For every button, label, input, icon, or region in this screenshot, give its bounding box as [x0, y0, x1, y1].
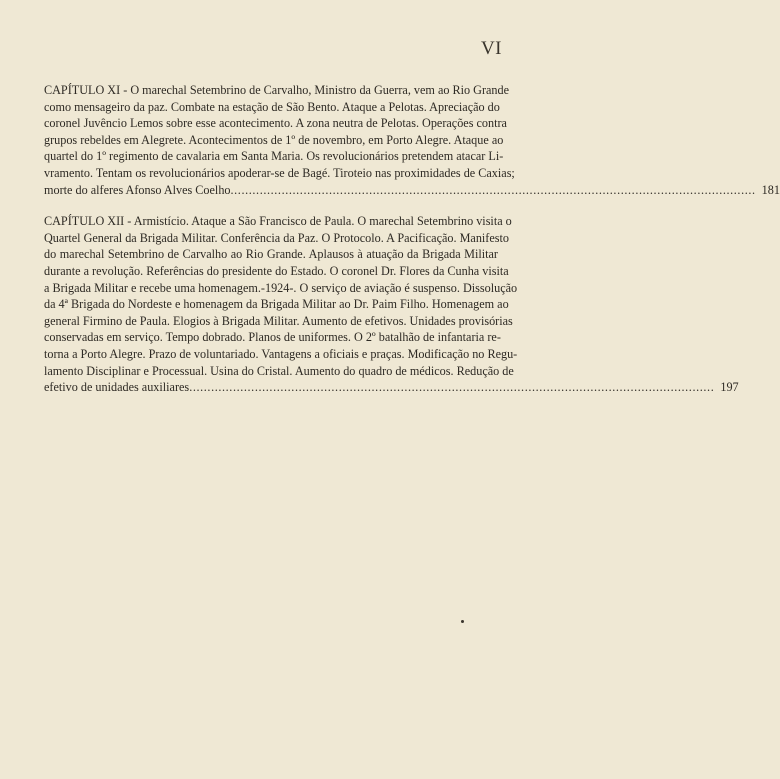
entry-line: general Firmino de Paula. Elogios à Brigada Militar. Aumento de efetivos. Unidades provisórias	[44, 313, 513, 328]
entry-line: quartel do 1º regimento de cavalaria em Santa Maria. Os revolucionários pretendem atacar Li-	[44, 149, 504, 164]
entry-line: torna a Porto Alegre. Prazo de voluntariado. Vantagens a oficiais e praças. Modificação no Regu-	[44, 346, 518, 361]
entry-line: grupos rebeldes em Alegrete. Acontecimentos de 1º de novembro, em Porto Alegre. Ataque ao	[44, 132, 504, 147]
entry-last-line	[44, 379, 739, 396]
dot-leader: ................................................................................................................................................	[230, 182, 756, 197]
table-of-contents	[44, 82, 780, 411]
page-number: VI	[480, 38, 502, 59]
toc-entry-chapter-xii	[44, 213, 739, 396]
entry-line: conservadas em serviço. Tempo dobrado. Planos de uniformes. O 2º batalhão de infantaria re-	[44, 330, 501, 345]
entry-line: da 4ª Brigada do Nordeste e homenagem da Brigada Militar ao Dr. Paim Filho. Homenagem ao	[44, 297, 509, 312]
paper-speck	[461, 620, 464, 623]
entry-page-number: 197	[720, 380, 739, 395]
entry-line: a Brigada Militar e recebe uma homenagem.-1924-. O serviço de aviação é suspenso. Dissolução	[44, 280, 518, 295]
entry-line: Quartel General da Brigada Militar. Conferência da Paz. O Protocolo. A Pacificação. Manifesto	[44, 230, 509, 245]
entry-line: como mensageiro da paz. Combate na estação de São Bento. Ataque a Pelotas. Apreciação do	[44, 99, 500, 114]
entry-last-text: morte do alferes Afonso Alves Coelho	[44, 182, 231, 197]
entry-last-line	[44, 182, 780, 199]
entry-line: vramento. Tentam os revolucionários apoderar-se de Bagé. Tiroteio nas proximidades de Caxias;	[44, 165, 515, 180]
entry-line: coronel Juvêncio Lemos sobre esse acontecimento. A zona neutra de Pelotas. Operações contra	[44, 116, 507, 131]
entry-last-text: efetivo de unidades auxiliares	[44, 380, 190, 395]
entry-line: CAPÍTULO XI - O marechal Setembrino de Carvalho, Ministro da Guerra, vem ao Rio Grande	[44, 83, 510, 97]
entry-line: lamento Disciplinar e Processual. Usina do Cristal. Aumento do quadro de médicos. Redução de	[44, 363, 514, 378]
toc-entry-chapter-xi	[44, 82, 780, 198]
entry-line: do marechal Setembrino de Carvalho ao Rio Grande. Aplausos à atuação da Brigada Militar	[44, 247, 498, 262]
entry-page-number: 181	[761, 182, 780, 197]
entry-line: durante a revolução. Referências do presidente do Estado. O coronel Dr. Flores da Cunha visita	[44, 263, 509, 278]
entry-line: CAPÍTULO XII - Armistício. Ataque a São Francisco de Paula. O marechal Setembrino visita o	[44, 214, 512, 229]
dot-leader: ................................................................................................................................................	[189, 380, 715, 395]
